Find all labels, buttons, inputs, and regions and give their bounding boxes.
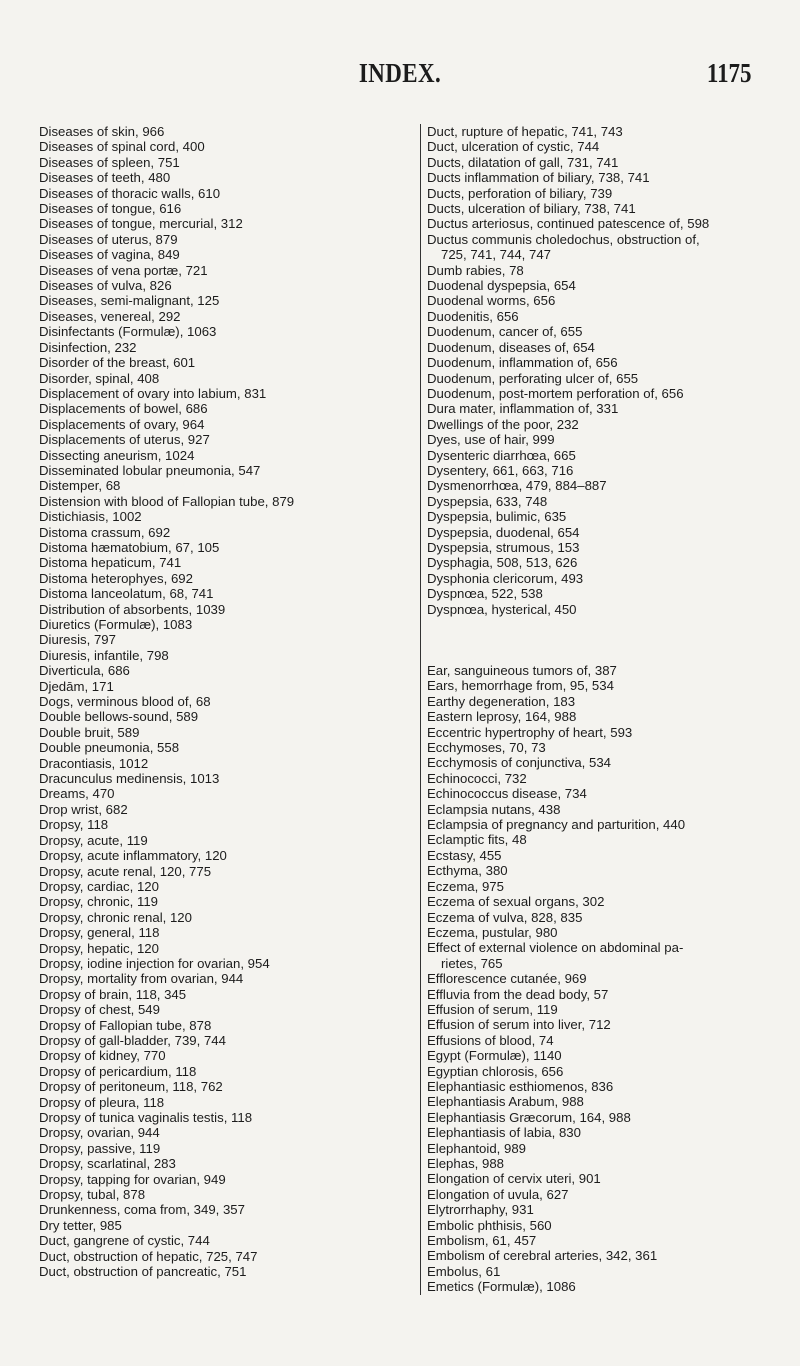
index-entry: Eclampsia of pregnancy and parturition, 440 — [427, 817, 686, 833]
index-entry: Diuresis, 797 — [39, 632, 116, 648]
index-entry: Diuretics (Formulæ), 1083 — [39, 617, 193, 632]
index-entry: Elephantiasis of labia, 830 — [427, 1125, 581, 1141]
index-entry: Dropsy of chest, 549 — [39, 1002, 160, 1018]
index-entry: Effect of external violence on abdominal pa- — [427, 940, 684, 956]
index-entry: Distoma hepaticum, 741 — [39, 555, 182, 571]
index-entry: Dumb rabies, 78 — [427, 262, 524, 278]
index-entry: Duodenal dyspepsia, 654 — [427, 278, 576, 294]
index-entry: Diverticula, 686 — [39, 663, 130, 679]
index-entry: Emetics (Formulæ), 1086 — [427, 1279, 576, 1295]
index-entry: Duodenum, post-mortem perforation of, 656 — [427, 385, 684, 401]
index-entry: Duct, obstruction of hepatic, 725, 747 — [39, 1248, 258, 1264]
index-entry: Diseases of thoracic walls, 610 — [39, 185, 221, 201]
index-entry: Dropsy, hepatic, 120 — [39, 940, 159, 956]
index-entry: Ecchymosis of conjunctiva, 534 — [427, 755, 611, 771]
index-entry: Drop wrist, 682 — [39, 801, 128, 817]
index-entry: Elephantiasic esthiomenos, 836 — [427, 1078, 614, 1094]
index-entry: Distoma lanceolatum, 68, 741 — [39, 586, 214, 602]
index-entry: Diseases of spinal cord, 400 — [39, 139, 205, 155]
index-entry: Ducts, dilatation of gall, 731, 741 — [427, 154, 619, 170]
index-entry: Distension with blood of Fallopian tube, 879 — [39, 493, 295, 509]
index-entry: Dropsy, acute, 119 — [39, 832, 148, 848]
index-entry: Effluvia from the dead body, 57 — [427, 986, 609, 1002]
index-entry: Dysentery, 661, 663, 716 — [427, 462, 574, 478]
index-entry: Dropsy of tunica vaginalis testis, 118 — [39, 1110, 253, 1125]
index-entry: Diseases of skin, 966 — [39, 124, 165, 139]
index-entry: Dropsy, 118 — [39, 817, 109, 833]
index-entry: Duodenitis, 656 — [427, 308, 519, 324]
index-entry: Ecstasy, 455 — [427, 847, 502, 863]
index-entry: Drunkenness, coma from, 349, 357 — [39, 1202, 245, 1218]
index-entry: Dropsy of pleura, 118 — [39, 1094, 165, 1110]
index-entry: Dropsy, acute inflammatory, 120 — [39, 848, 227, 864]
index-entry: Diseases of vena portæ, 721 — [39, 262, 208, 278]
index-entry: Distoma crassum, 692 — [39, 524, 171, 540]
index-section-e — [427, 663, 787, 1295]
index-entry: Dropsy of pericardium, 118 — [39, 1063, 197, 1079]
index-entry: Dropsy, chronic renal, 120 — [39, 909, 192, 925]
index-entry: Dropsy of brain, 118, 345 — [39, 986, 187, 1002]
index-entry: Efflorescence cutanée, 969 — [427, 971, 587, 987]
index-entry: Egypt (Formulæ), 1140 — [427, 1048, 562, 1064]
section-gap — [427, 617, 787, 663]
index-entry: Dropsy of gall-bladder, 739, 744 — [39, 1032, 226, 1048]
index-entry: Diseases of vulva, 826 — [39, 278, 172, 294]
index-entry: Dropsy, cardiac, 120 — [39, 878, 159, 894]
page-number: 1175 — [707, 58, 752, 88]
index-entry: 725, 741, 744, 747 — [441, 247, 551, 263]
index-entry: Egyptian chlorosis, 656 — [427, 1063, 564, 1079]
index-entry: Echinococcus disease, 734 — [427, 786, 587, 802]
index-entry: Dwellings of the poor, 232 — [427, 416, 579, 432]
index-entry: Distemper, 68 — [39, 478, 121, 494]
index-entry: Disorder, spinal, 408 — [39, 370, 160, 386]
index-entry: Elephantiasis Græcorum, 164, 988 — [427, 1109, 631, 1125]
index-entry: Elephas, 988 — [427, 1156, 504, 1171]
index-entry: Diseases of tongue, 616 — [39, 201, 182, 217]
index-entry: Diseases, semi-malignant, 125 — [39, 293, 220, 309]
index-entry: Dropsy, chronic, 119 — [39, 894, 158, 910]
index-entry: Eczema, 975 — [427, 878, 504, 894]
index-entry: Ductus arteriosus, continued patescence of, 598 — [427, 216, 710, 232]
index-entry: Dyspnœa, 522, 538 — [427, 586, 543, 602]
index-entry: Eclampsia nutans, 438 — [427, 801, 561, 817]
index-entry: Dysenteric diarrhœa, 665 — [427, 447, 576, 463]
index-entry: Dropsy of peritoneum, 118, 762 — [39, 1079, 223, 1095]
index-entry: Diseases of tongue, mercurial, 312 — [39, 216, 243, 232]
index-entry: Dreams, 470 — [39, 786, 115, 802]
index-entry: Dropsy, ovarian, 944 — [39, 1125, 160, 1141]
index-entry: Dropsy of Fallopian tube, 878 — [39, 1017, 212, 1033]
index-entry: Displacements of uterus, 927 — [39, 432, 210, 448]
index-entry: Dyspepsia, bulimic, 635 — [427, 509, 567, 525]
index-entry: Elephantiasis Arabum, 988 — [427, 1094, 584, 1110]
index-entry: Dysmenorrhœa, 479, 884–887 — [427, 478, 607, 494]
index-entry: Double bellows-sound, 589 — [39, 709, 199, 725]
index-entry: rietes, 765 — [441, 955, 503, 971]
index-entry: Distoma hæmatobium, 67, 105 — [39, 539, 220, 555]
index-entry: Eastern leprosy, 164, 988 — [427, 709, 577, 725]
index-entry: Effusions of blood, 74 — [427, 1032, 554, 1048]
index-entry: Disorder of the breast, 601 — [39, 355, 196, 371]
page-header — [0, 52, 800, 88]
index-entry: Dyes, use of hair, 999 — [427, 432, 555, 448]
index-entry: Dogs, verminous blood of, 68 — [39, 694, 211, 710]
index-entry: Dracontiasis, 1012 — [39, 755, 149, 771]
index-column-right — [420, 124, 787, 1295]
index-entry: Dropsy, iodine injection for ovarian, 954 — [39, 955, 270, 971]
index-entry: Diseases of spleen, 751 — [39, 154, 180, 170]
page-title: INDEX. — [358, 58, 442, 88]
index-entry: Eczema, pustular, 980 — [427, 924, 558, 940]
index-entry: Elytrorrhaphy, 931 — [427, 1202, 534, 1218]
index-section-d — [427, 124, 787, 617]
index-entry: Dropsy, passive, 119 — [39, 1140, 161, 1156]
index-entry: Embolism, 61, 457 — [427, 1233, 537, 1249]
index-entry: Dyspepsia, 633, 748 — [427, 493, 548, 509]
index-entry: Embolus, 61 — [427, 1263, 501, 1279]
index-entry: Elephantoid, 989 — [427, 1140, 526, 1156]
index-entry: Dyspepsia, strumous, 153 — [427, 539, 580, 555]
index-entry: Diseases of vagina, 849 — [39, 247, 180, 263]
index-entry: Displacements of ovary, 964 — [39, 416, 205, 432]
index-entry: Dropsy, tubal, 878 — [39, 1187, 146, 1203]
index-entry: Ear, sanguineous tumors of, 387 — [427, 663, 617, 678]
index-column-left — [39, 124, 409, 1279]
index-entry: Duct, obstruction of pancreatic, 751 — [39, 1264, 247, 1280]
index-entry: Duct, ulceration of cystic, 744 — [427, 139, 600, 155]
index-entry: Diseases of uterus, 879 — [39, 231, 178, 247]
index-entry: Dropsy, scarlatinal, 283 — [39, 1156, 176, 1172]
index-entry: Dropsy of kidney, 770 — [39, 1048, 166, 1064]
index-entry: Dropsy, acute renal, 120, 775 — [39, 863, 212, 879]
index-entry: Effusion of serum, 119 — [427, 1001, 558, 1017]
index-entry: Elongation of cervix uteri, 901 — [427, 1171, 601, 1187]
index-entry: Dropsy, general, 118 — [39, 925, 160, 941]
index-entry: Distoma heterophyes, 692 — [39, 570, 193, 586]
index-entry: Ecthyma, 380 — [427, 863, 508, 879]
index-entry: Ducts, perforation of biliary, 739 — [427, 185, 613, 201]
index-entry: Eccentric hypertrophy of heart, 593 — [427, 724, 633, 740]
index-entry: Ducts inflammation of biliary, 738, 741 — [427, 170, 650, 186]
index-entry: Displacements of bowel, 686 — [39, 401, 208, 417]
index-entry: Eczema of vulva, 828, 835 — [427, 909, 583, 925]
index-entry: Dry tetter, 985 — [39, 1217, 122, 1233]
index-entry: Diseases, venereal, 292 — [39, 308, 181, 324]
index-entry: Earthy degeneration, 183 — [427, 693, 576, 709]
index-entry: Echinococci, 732 — [427, 770, 527, 786]
index-entry: Disinfectants (Formulæ), 1063 — [39, 324, 217, 340]
index-entry: Ears, hemorrhage from, 95, 534 — [427, 678, 614, 694]
index-entry: Ecchymoses, 70, 73 — [427, 740, 546, 756]
index-entry: Double pneumonia, 558 — [39, 740, 180, 756]
index-entry: Disseminated lobular pneumonia, 547 — [39, 462, 261, 478]
index-entry: Duodenal worms, 656 — [427, 293, 556, 309]
index-entry: Dysphagia, 508, 513, 626 — [427, 555, 578, 571]
index-entry: Duct, rupture of hepatic, 741, 743 — [427, 124, 623, 139]
index-entry: Dropsy, tapping for ovarian, 949 — [39, 1171, 226, 1187]
index-entry: Duodenum, diseases of, 654 — [427, 339, 595, 355]
index-entry: Duodenum, perforating ulcer of, 655 — [427, 370, 639, 386]
index-entry: Ductus communis choledochus, obstruction of, — [427, 231, 700, 247]
index-entry: Double bruit, 589 — [39, 724, 140, 740]
index-entry: Distichiasis, 1002 — [39, 509, 142, 525]
index-entry: Duodenum, cancer of, 655 — [427, 324, 583, 340]
index-entry: Eczema of sexual organs, 302 — [427, 894, 605, 910]
index-entry: Duodenum, inflammation of, 656 — [427, 355, 618, 371]
index-entry: Embolism of cerebral arteries, 342, 361 — [427, 1248, 658, 1264]
index-entry: Dropsy, mortality from ovarian, 944 — [39, 971, 244, 987]
index-entry: Eclamptic fits, 48 — [427, 832, 527, 848]
index-entry: Dracunculus medinensis, 1013 — [39, 771, 220, 787]
index-entry: Dura mater, inflammation of, 331 — [427, 401, 619, 417]
index-entry: Disinfection, 232 — [39, 339, 137, 355]
index-entry: Dyspepsia, duodenal, 654 — [427, 524, 580, 540]
index-entry: Embolic phthisis, 560 — [427, 1217, 552, 1233]
index-entry: Dysphonia clericorum, 493 — [427, 570, 584, 586]
index-entry: Effusion of serum into liver, 712 — [427, 1017, 611, 1033]
index-entry: Djedām, 171 — [39, 678, 114, 694]
index-entry: Duct, gangrene of cystic, 744 — [39, 1233, 210, 1249]
index-entry: Dissecting aneurism, 1024 — [39, 447, 195, 463]
index-entry: Displacement of ovary into labium, 831 — [39, 385, 267, 401]
index-entry: Diuresis, infantile, 798 — [39, 647, 169, 663]
index-entry: Diseases of teeth, 480 — [39, 170, 171, 186]
index-entry: Distribution of absorbents, 1039 — [39, 601, 226, 617]
index-entry: Elongation of uvula, 627 — [427, 1186, 569, 1202]
index-entry: Dyspnœa, hysterical, 450 — [427, 601, 577, 617]
index-entry: Ducts, ulceration of biliary, 738, 741 — [427, 201, 636, 217]
